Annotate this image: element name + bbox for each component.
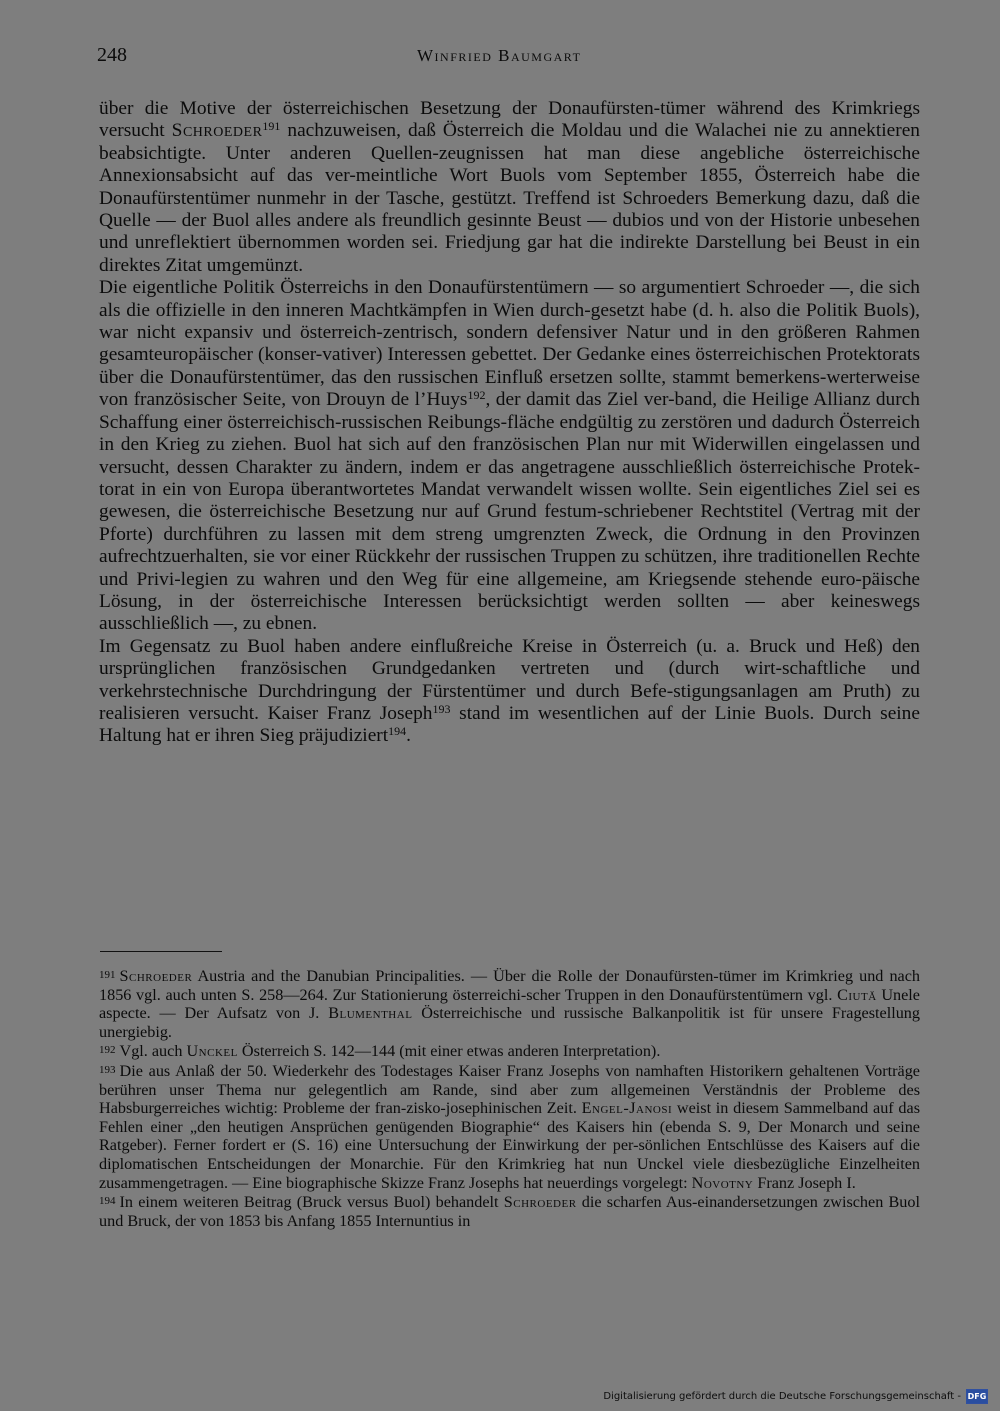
main-text: [99, 98, 920, 748]
footnote-191: 191 Schroeder Austria and the Danubian Principalities. — Über die Rolle der Donaufürsten-tümer im Krimkrieg und nach 1856 vgl. auch unten S. 258—264. Zur Stationierung österreichi-scher Truppen in den Donaufürstentümern vgl. Ciută Unele aspecte. — Der Aufsatz von J. Blumenthal Österreichische und russische Balkanpolitik ist für unsere Fragestellung unergiebig.: [99, 967, 920, 1041]
paragraph: über die Motive der österreichischen Besetzung der Donaufürsten-tümer während des Krimkriegs versucht Schroeder$^{191}$ nachzuweisen, daß Österreich die Moldau und die Walachei nie zu annektieren beabsichtigte. Unter anderen Quellen-zeugnissen hat man diese angebliche österreichische Annexionsabsicht auf das ver-meintliche Wort Buols vom September 1855, Österreich habe die Donaufürstentümer nunmehr in der Tasche, gestützt. Treffend ist Schroeders Bemerkung dazu, daß die Quelle — der Buol alles andere als freundlich gesinnte Beust — dubios und von der Historie unbesehen und unreflektiert übernommen worden sei. Friedjung gar hat die indirekte Darstellung bei Beust in ein direktes Zitat umgemünzt.: [99, 98, 920, 276]
footnote-ref: 193: [432, 701, 451, 716]
footnote-193: 193 Die aus Anlaß der 50. Wiederkehr des Todestages Kaiser Franz Josephs von namhaften Historikern gehaltenen Vorträge berühren unser Thema nur gelegentlich am Rande, sind aber zum allgemeinen Verständnis der Probleme des Habsburgerreiches wichtig: Probleme der fran-zisko-josephinischen Zeit. Engel-Janosi weist in diesem Sammelband auf das Fehlen einer „den heutigen Ansprüchen genügenden Biographie“ des Kaisers hin (ebenda S. 9, Der Monarch und seine Ratgeber). Ferner fordert er (S. 16) eine Untersuchung der Einwirkung der per-sönlichen Entschlüsse des Kaisers auf die diplomatischen Entscheidungen der Monarchie. Für den Krimkrieg hat nun Unckel viele diesbezügliche Einzelheiten zusammengetragen. — Eine biographische Skizze Franz Josephs hat neuerdings vorgelegt: Novotny Franz Joseph I.: [99, 1061, 920, 1192]
footnote-ref: 194: [388, 724, 407, 739]
page-number: 248: [97, 44, 127, 66]
footnote-separator: [100, 951, 222, 952]
footnote-ref: 192: [467, 388, 486, 403]
digitization-footer: [603, 1389, 988, 1404]
paragraph: Die eigentliche Politik Österreichs in den Donaufürstentümern — so argumentiert Schroeder —, die sich als die offizielle in den inneren Machtkämpfen in Wien durch-gesetzt habe (d. h. also die Politik Buols), war nicht expansiv und österreich-zentrisch, sondern defensiver Natur und in den größeren Rahmen gesamteuropäischer (konser-vativer) Interessen gebettet. Der Gedanke eines österreichischen Protektorats über die Donaufürstentümer, das den russischen Einfluß ersetzen sollte, stammt bemerkens-werterweise von französischer Seite, von Drouyn de l’Huys$^{192}$, der damit das Ziel ver-band, die Heilige Allianz durch Schaffung einer österreichisch-russischen Reibungs-fläche endgültig zu zerstören und dadurch Österreich in den Krieg zu ziehen. Buol hat sich auf den französischen Plan nur mit Widerwillen eingelassen und versucht, dessen Charakter zu ändern, indem er das angetragene ausschließlich österreichische Protek-torat in ein von Europa überantwortetes Mandat verwandelt wissen wollte. Sein eigentliches Ziel sei es gewesen, die österreichische Besetzung nur auf Grund festum-schriebener Rechtstitel (Vertrag mit der Pforte) durchführen zu lassen mit dem streng umgrenzten Zweck, die Ordnung in den Provinzen aufrechtzuerhalten, sie vor einer Rückkehr der russischen Truppen zu schützen, ihre traditionellen Rechte und Privi-legien zu wahren und den Weg für eine allgemeine, am Kriegsende stehende euro-päische Lösung, in der österreichische Interessen berücksichtigt werden sollten — aber keineswegs ausschließlich —, zu ebnen.: [99, 277, 920, 635]
footnote-192: 192 Vgl. auch Unckel Österreich S. 142—144 (mit einer etwas anderen Interpretation).: [99, 1042, 661, 1061]
paragraph: Im Gegensatz zu Buol haben andere einflußreiche Kreise in Österreich (u. a. Bruck und Heß) den ursprünglichen französischen Grundgedanken vertreten und (durch wirt-schaftliche und verkehrstechnische Durchdringung der Fürstentümer und durch Befe-stigungsanlagen am Pruth) zu realisieren versucht. Kaiser Franz Joseph$^{193}$ stand im wesentlichen auf der Linie Buols. Durch seine Haltung hat er ihren Sieg präjudiziert$^{194}$.: [99, 635, 920, 747]
footer-text: Digitalisierung gefördert durch die Deutsche Forschungsgemeinschaft -: [603, 1391, 961, 1402]
footnote-ref: 191: [262, 119, 281, 134]
running-head: Winfried Baumgart: [417, 46, 582, 65]
dfg-logo-icon: DFG: [966, 1389, 988, 1404]
footnote-194: 194 In einem weiteren Beitrag (Bruck versus Buol) behandelt Schroeder die scharfen Aus-einandersetzungen zwischen Buol und Bruck, der von 1853 bis Anfang 1855 Internuntius in: [99, 1193, 920, 1230]
footnotes: [99, 966, 920, 1230]
